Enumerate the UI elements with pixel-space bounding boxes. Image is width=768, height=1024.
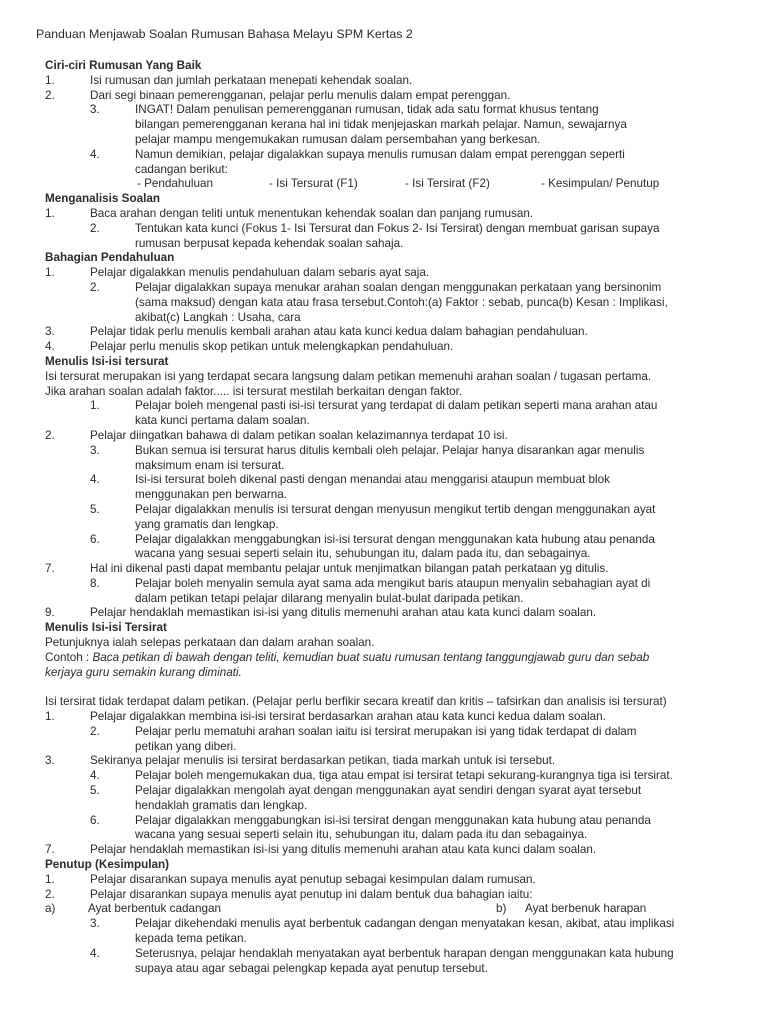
list-item <box>45 769 745 784</box>
list-text: dalam petikan tetapi pelajar dilarang menyalin bulat-bulat daripada petikan. <box>135 591 524 605</box>
list-continuation <box>45 592 745 607</box>
list-text: kepada tema petikan. <box>135 932 247 946</box>
list-number: 2. <box>45 887 55 901</box>
list-number: 1. <box>45 872 55 886</box>
list-number: 9. <box>45 606 55 620</box>
list-continuation <box>45 133 745 148</box>
list-continuation <box>45 799 745 814</box>
option-text: Ayat berbenuk harapan <box>525 902 647 916</box>
list-text: Bukan semua isi tersurat harus ditulis kembali oleh pelajar. Pelajar hanya disarankan agar menulis <box>135 443 645 457</box>
list-continuation <box>45 414 745 429</box>
list-number: 3. <box>90 443 100 457</box>
section-heading: Menganalisis Soalan <box>45 192 160 206</box>
list-number: 5. <box>90 784 100 798</box>
list-text: menggunakan pen berwarna. <box>135 488 288 502</box>
section-heading: Menulis Isi-isi tersurat <box>45 354 169 368</box>
example-line <box>45 651 745 666</box>
list-item <box>45 89 745 104</box>
section-heading: Menulis Isi-isi Tersirat <box>45 621 167 635</box>
list-item <box>45 222 745 237</box>
list-text: (sama maksud) dengan kata atau frasa tersebut.Contoh:(a) Faktor : sebab, punca(b) Kesan : Implikasi, <box>135 295 668 309</box>
list-number: 4. <box>90 473 100 487</box>
list-number: 4. <box>90 946 100 960</box>
list-number: 3. <box>45 754 55 768</box>
list-item <box>45 784 745 799</box>
list-number: 1. <box>45 73 55 87</box>
list-item <box>45 917 745 932</box>
list-number: 4. <box>90 769 100 783</box>
list-text: Pelajar hendaklah memastikan isi-isi yang ditulis memenuhi arahan atau kata kunci dalam soalan. <box>90 843 597 857</box>
list-text: Pelajar boleh mengenal pasti isi-isi tersurat yang terdapat di dalam petikan seperti mana arahan atau <box>135 399 658 413</box>
list-continuation <box>45 740 745 755</box>
list-number: 1. <box>45 266 55 280</box>
list-text: Pelajar disarankan supaya menulis ayat penutup ini dalam bentuk dua bahagian iaitu: <box>90 887 533 901</box>
list-item <box>45 533 745 548</box>
paragraph-option: - Kesimpulan/ Penutup <box>541 177 660 191</box>
list-text: Dari segi binaan pemerengganan, pelajar perlu menulis dalam empat perenggan. <box>90 88 511 102</box>
list-continuation <box>45 547 745 562</box>
list-text: cadangan berikut: <box>135 162 228 176</box>
list-number: 3. <box>90 103 100 117</box>
list-continuation <box>45 163 745 178</box>
option-letter: b) <box>496 902 507 916</box>
list-number: 6. <box>90 813 100 827</box>
paragraph-option: - Pendahuluan <box>137 177 214 191</box>
list-number: 3. <box>45 325 55 339</box>
list-text: Pelajar disarankan supaya menulis ayat penutup sebagai kesimpulan dalam rumusan. <box>90 872 536 886</box>
list-text: Pelajar digalakkan mengolah ayat dengan menggunakan ayat sendiri dengan syarat ayat tersebut <box>135 784 642 798</box>
list-item <box>45 725 745 740</box>
section-heading: Ciri-ciri Rumusan Yang Baik <box>45 59 202 72</box>
list-text: Pelajar boleh mengemukakan dua, tiga atau empat isi tersirat tetapi sekurang-kurangnya tiga isi tersirat. <box>135 769 673 783</box>
list-item <box>45 503 745 518</box>
section-heading: Penutup (Kesimpulan) <box>45 858 170 872</box>
list-text: Pelajar tidak perlu menulis kembali arahan atau kata kunci kedua dalam bahagian pendahuluan. <box>90 325 588 339</box>
list-item <box>45 429 745 444</box>
list-number: 2. <box>45 428 55 442</box>
list-item <box>45 281 745 296</box>
paragraph-options <box>45 177 745 192</box>
list-text: pelajar mampu mengemukakan rumusan dalam persembahan yang berkesan. <box>135 132 541 146</box>
list-item <box>45 444 745 459</box>
paragraph-line: Petunjuknya ialah selepas perkataan dan dalam arahan soalan. <box>45 636 375 650</box>
list-number: 1. <box>45 206 55 220</box>
list-text: petikan yang diberi. <box>135 739 237 753</box>
list-text: Hal ini dikenal pasti dapat membantu pelajar untuk menjimatkan bilangan patah perkataan yg ditulis. <box>90 562 609 576</box>
list-number: 1. <box>90 399 100 413</box>
list-number: 5. <box>90 502 100 516</box>
list-text: bilangan pemerengganan kerana hal ini tidak menjejaskan markah pelajar. Namun, sewajarnya <box>135 118 627 132</box>
list-text: Tentukan kata kunci (Fokus 1- Isi Tersurat dan Fokus 2- Isi Tersirat) dengan membuat garisan supaya <box>135 221 660 235</box>
list-number: 7. <box>45 843 55 857</box>
list-text: Pelajar boleh menyalin semula ayat sama ada mengikut baris ataupun menyalin sebahagian ayat di <box>135 576 651 590</box>
list-item <box>45 207 745 222</box>
list-item <box>45 340 745 355</box>
list-text: Pelajar digalakkan menggabungkan isi-isi tersirat dengan menggunakan kata hubung atau penanda <box>135 813 651 827</box>
list-item <box>45 74 745 89</box>
list-item <box>45 814 745 829</box>
list-text: supaya atau agar sebagai pelengkap kepada ayat penutup tersebut. <box>135 961 488 975</box>
paragraph-option: - Isi Tersurat (F1) <box>269 177 358 191</box>
list-number: 7. <box>45 562 55 576</box>
paragraph-line: Isi tersurat merupakan isi yang terdapat secara langsung dalam petikan memenuhi arahan soalan / tugasan pertama. <box>45 369 652 383</box>
list-number: 2. <box>90 724 100 738</box>
spacer <box>45 680 745 695</box>
list-text: Pelajar digalakkan menulis pendahuluan dalam sebaris ayat saja. <box>90 266 430 280</box>
list-item <box>45 606 745 621</box>
sentence-types <box>45 902 745 917</box>
list-continuation <box>45 118 745 133</box>
list-text: Isi rumusan dan jumlah perkataan menepati kehendak soalan. <box>90 73 413 87</box>
list-text: hendaklah gramatis dan lengkap. <box>135 798 308 812</box>
list-number: 4. <box>90 147 100 161</box>
paragraph-option: - Isi Tersirat (F2) <box>405 177 490 191</box>
list-continuation <box>45 459 745 474</box>
list-text: kata kunci pertama dalam soalan. <box>135 414 310 428</box>
list-number: 2. <box>90 280 100 294</box>
list-text: wacana yang sesuai seperti selain itu, sehubungan itu, dalam pada itu, dan sebagainya. <box>135 547 591 561</box>
list-text: Seterusnya, pelajar hendaklah menyatakan ayat berbentuk harapan dengan menggunakan kata hubung <box>135 946 674 960</box>
section-heading: Bahagian Pendahuluan <box>45 251 175 265</box>
list-number: 4. <box>45 340 55 354</box>
list-item <box>45 947 745 962</box>
list-text: Pelajar digalakkan menggabungkan isi-isi tersurat dengan menggunakan kata hubung atau penanda <box>135 532 655 546</box>
list-text: Isi-isi tersurat boleh dikenal pasti dengan menandai atau menggarisi ataupun membuat blok <box>135 473 610 487</box>
list-text: Pelajar hendaklah memastikan isi-isi yang ditulis memenuhi arahan atau kata kunci dalam soalan. <box>90 606 597 620</box>
list-text: rumusan berpusat kepada kehendak soalan sahaja. <box>135 236 404 250</box>
list-continuation <box>45 488 745 503</box>
list-item <box>45 148 745 163</box>
list-text: Baca arahan dengan teliti untuk menentukan kehendak soalan dan panjang rumusan. <box>90 206 534 220</box>
paragraph-line: Jika arahan soalan adalah faktor..... isi tersurat mestilah berkaitan dengan faktor. <box>45 384 463 398</box>
list-item <box>45 562 745 577</box>
list-text: Sekiranya pelajar menulis isi tersirat berdasarkan petikan, tiada markah untuk isi tersebut. <box>90 754 556 768</box>
list-text: Pelajar perlu menulis skop petikan untuk melengkapkan pendahuluan. <box>90 340 454 354</box>
list-text: Pelajar dikehendaki menulis ayat berbentuk cadangan dengan menyatakan kesan, akibat, atau implikasi <box>135 917 675 931</box>
list-continuation <box>45 296 745 311</box>
list-item <box>45 473 745 488</box>
list-number: 2. <box>45 88 55 102</box>
list-continuation <box>45 311 745 326</box>
list-text: yang gramatis dan lengkap. <box>135 517 279 531</box>
option-text: Ayat berbentuk cadangan <box>88 902 221 916</box>
list-item <box>45 103 745 118</box>
list-item <box>45 399 745 414</box>
list-text: Namun demikian, pelajar digalakkan supaya menulis rumusan dalam empat perenggan seperti <box>135 147 625 161</box>
list-continuation <box>45 518 745 533</box>
list-text: Pelajar perlu mematuhi arahan soalan iaitu isi tersirat merupakan isi yang tidak terdapat di dalam <box>135 724 637 738</box>
example-text: Baca petikan di bawah dengan teliti, kemudian buat suatu rumusan tentang tanggungjawab guru dan sebab <box>92 650 650 664</box>
list-continuation <box>45 962 745 977</box>
list-continuation <box>45 828 745 843</box>
list-number: 6. <box>90 532 100 546</box>
list-number: 3. <box>90 917 100 931</box>
document-body <box>45 59 745 976</box>
list-text: akibat(c) Langkah : Usaha, cara <box>135 310 301 324</box>
list-text: Pelajar digalakkan membina isi-isi tersirat berdasarkan arahan atau kata kunci kedua dalam soalan. <box>90 710 606 724</box>
list-item <box>45 710 745 725</box>
list-item <box>45 325 745 340</box>
list-item <box>45 888 745 903</box>
paragraph-line: Isi tersirat tidak terdapat dalam petikan. (Pelajar perlu berfikir secara kreatif dan kritis – tafsirkan dan analisis isi tersurat) <box>45 695 667 709</box>
example-lead: Contoh : <box>45 650 93 664</box>
option-letter: a) <box>45 902 56 916</box>
list-item <box>45 873 745 888</box>
list-number: 2. <box>90 221 100 235</box>
list-text: wacana yang sesuai seperti selain itu, sehubungan itu, dalam pada itu dan sebagainya. <box>135 828 588 842</box>
list-text: INGAT! Dalam penulisan pemerengganan rumusan, tidak ada satu format khusus tentang <box>135 103 599 117</box>
list-item <box>45 843 745 858</box>
list-text: Pelajar digalakkan supaya menukar arahan soalan dengan menggunakan perkataan yang bersinonim <box>135 280 662 294</box>
list-text: Pelajar diingatkan bahawa di dalam petikan soalan kelazimannya terdapat 10 isi. <box>90 428 508 442</box>
list-text: Pelajar digalakkan menulis isi tersurat dengan menyusun mengikut tertib dengan menggunakan ayat <box>135 502 656 516</box>
list-text: maksimum enam isi tersurat. <box>135 458 285 472</box>
list-number: 8. <box>90 576 100 590</box>
document-title: Panduan Menjawab Soalan Rumusan Bahasa Melayu SPM Kertas 2 <box>36 27 413 41</box>
list-item <box>45 266 745 281</box>
list-continuation <box>45 237 745 252</box>
list-item <box>45 754 745 769</box>
list-item <box>45 577 745 592</box>
list-continuation <box>45 932 745 947</box>
example-line: kerjaya guru semakin kurang diminati. <box>45 665 242 679</box>
list-number: 1. <box>45 710 55 724</box>
